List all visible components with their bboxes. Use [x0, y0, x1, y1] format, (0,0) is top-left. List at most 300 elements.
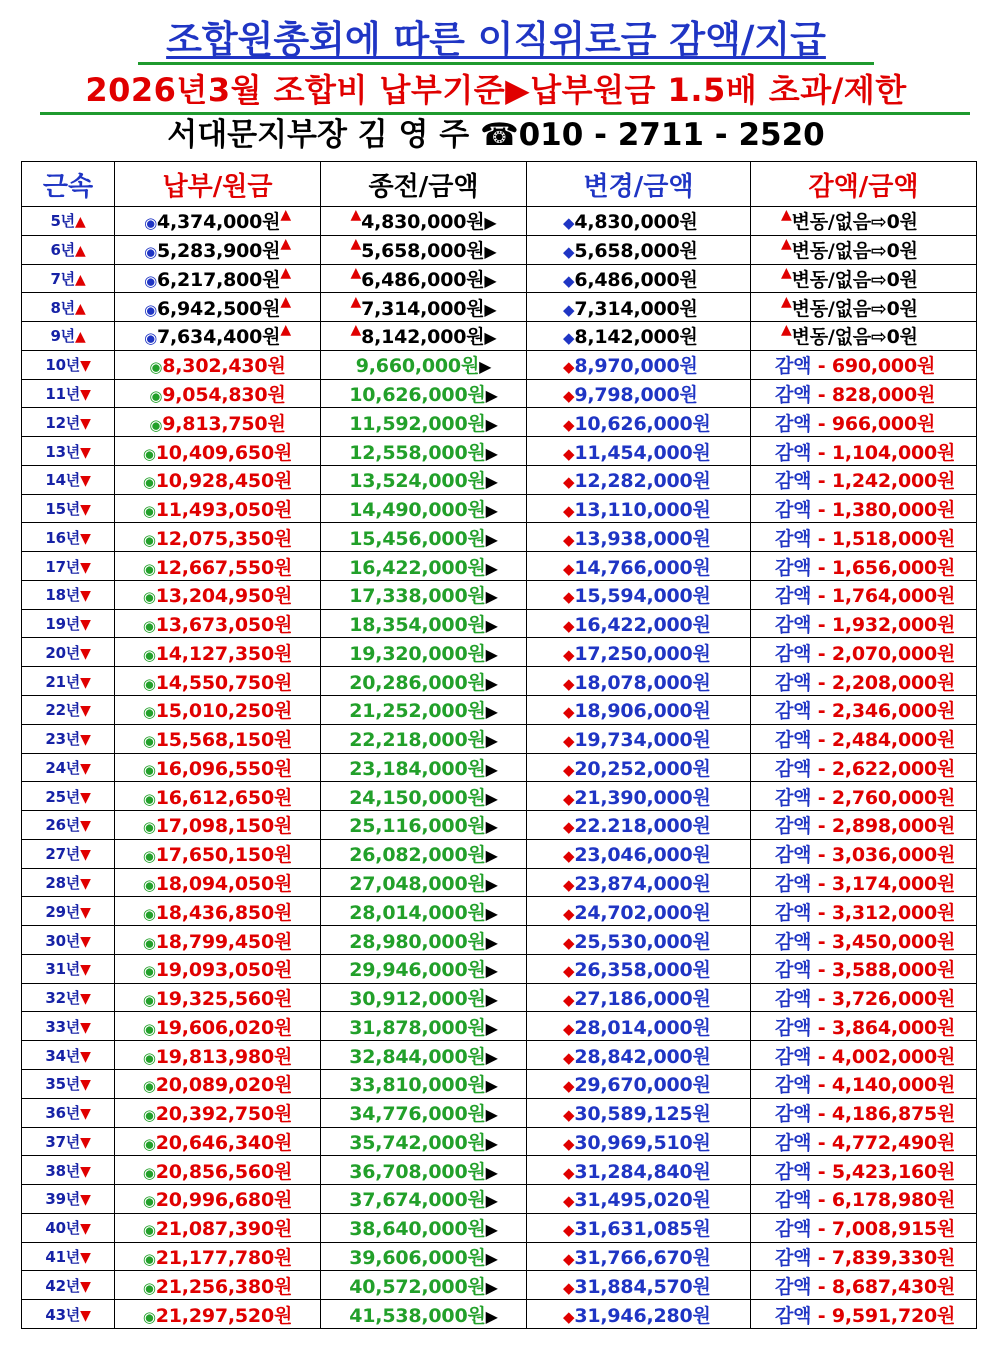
paid-value: 17,098,150원: [155, 815, 293, 838]
old-value: 11,592,000원: [349, 412, 486, 435]
circle-bullet-icon: ◉: [142, 933, 156, 952]
new-value: 27,186,000원: [574, 988, 711, 1011]
header-paid: 납부/원금: [115, 162, 321, 207]
diamond-bullet-icon: ◆: [563, 818, 575, 837]
paid-value: 18,436,850원: [155, 901, 293, 924]
cell-reduction: [751, 437, 977, 466]
cell-new: [527, 350, 751, 379]
cell-new: [527, 926, 751, 955]
old-value: 5,658,000원: [361, 240, 485, 263]
years-value: 21년: [45, 672, 81, 691]
paid-value: 19,325,560원: [155, 988, 293, 1011]
diamond-bullet-icon: ◆: [563, 214, 575, 233]
cell-new: [527, 811, 751, 840]
circle-bullet-icon: ◉: [142, 904, 156, 923]
reduction-value: 감액 - 3,312,000원: [775, 901, 956, 924]
new-value: 13,938,000원: [574, 527, 711, 550]
right-triangle-icon: ▶: [485, 501, 498, 521]
paid-value: 20,646,340원: [155, 1131, 293, 1154]
old-value: 6,486,000원: [361, 268, 485, 291]
cell-old: [321, 235, 527, 264]
page-title: [0, 18, 992, 62]
new-value: 30,589,125원: [574, 1103, 711, 1126]
circle-bullet-icon: ◉: [142, 1249, 156, 1268]
cell-old: [321, 926, 527, 955]
cell-paid: [115, 753, 321, 782]
paid-value: 12,075,350원: [155, 527, 293, 550]
cell-new: [527, 552, 751, 581]
old-value: 14,490,000원: [349, 499, 486, 522]
cell-years: [22, 897, 115, 926]
table-row: [22, 1213, 977, 1242]
reduction-value: 감액 - 8,687,430원: [775, 1275, 956, 1298]
cell-paid: [115, 465, 321, 494]
cell-paid: [115, 1012, 321, 1041]
cell-years: [22, 696, 115, 725]
cell-paid: [115, 609, 321, 638]
table-row: [22, 264, 977, 293]
new-value: 18,078,000원: [574, 671, 711, 694]
cell-years: [22, 322, 115, 351]
paid-value: 6,942,500원: [156, 297, 281, 320]
table-row: [22, 1271, 977, 1300]
paid-value: 9,054,830원: [162, 383, 286, 406]
paid-value: 21,297,520원: [155, 1304, 293, 1327]
diamond-bullet-icon: ◆: [563, 645, 575, 664]
cell-old: [321, 523, 527, 552]
paid-value: 16,612,650원: [155, 786, 293, 809]
cell-old: [321, 1156, 527, 1185]
years-value: 32년: [45, 989, 81, 1008]
up-triangle-icon: ▲: [350, 322, 362, 339]
diamond-bullet-icon: ◆: [563, 1134, 575, 1153]
new-value: 29,670,000원: [574, 1074, 711, 1097]
old-value: 37,674,000원: [349, 1189, 486, 1212]
years-value: 17년: [45, 557, 81, 576]
right-triangle-icon: ▶: [485, 817, 498, 837]
old-value: 8,142,000원: [361, 326, 485, 349]
paid-value: 20,089,020원: [155, 1074, 293, 1097]
table-row: [22, 897, 977, 926]
cell-paid: [115, 897, 321, 926]
paid-value: 7,634,400원: [156, 326, 281, 349]
cell-paid: [115, 811, 321, 840]
table-row: [22, 379, 977, 408]
cell-reduction: [751, 954, 977, 983]
down-triangle-icon: ▼: [80, 904, 91, 921]
years-value: 11년: [45, 384, 81, 403]
new-value: 31,766,670원: [574, 1246, 711, 1269]
cell-reduction: [751, 667, 977, 696]
cell-reduction: [751, 264, 977, 293]
paid-value: 13,204,950원: [155, 585, 293, 608]
old-value: 23,184,000원: [349, 757, 486, 780]
table-row: [22, 494, 977, 523]
cell-old: [321, 350, 527, 379]
cell-reduction: [751, 207, 977, 236]
cell-old: [321, 811, 527, 840]
cell-reduction: [751, 983, 977, 1012]
paid-value: 21,087,390원: [155, 1218, 293, 1241]
cell-old: [321, 494, 527, 523]
diamond-bullet-icon: ◆: [563, 789, 575, 808]
paid-value: 16,096,550원: [155, 757, 293, 780]
cell-old: [321, 1127, 527, 1156]
circle-bullet-icon: ◉: [142, 444, 156, 463]
cell-reduction: [751, 897, 977, 926]
cell-new: [527, 667, 751, 696]
circle-bullet-icon: ◉: [142, 732, 156, 751]
right-triangle-icon: ▶: [485, 1248, 498, 1268]
circle-bullet-icon: ◉: [144, 214, 157, 233]
up-triangle-icon: ▲: [280, 293, 291, 310]
cell-years: [22, 1213, 115, 1242]
cell-years: [22, 638, 115, 667]
up-triangle-icon: ▲: [280, 207, 291, 224]
right-triangle-icon: ▶: [485, 1018, 498, 1038]
up-triangle-icon: ▲: [74, 271, 86, 288]
down-triangle-icon: ▼: [80, 617, 91, 634]
old-value: 15,456,000원: [349, 527, 486, 550]
cell-old: [321, 1098, 527, 1127]
diamond-bullet-icon: ◆: [563, 933, 575, 952]
cell-years: [22, 839, 115, 868]
diamond-bullet-icon: ◆: [563, 1192, 575, 1211]
circle-bullet-icon: ◉: [142, 473, 156, 492]
paid-value: 14,550,750원: [155, 671, 293, 694]
cell-reduction: [751, 753, 977, 782]
cell-years: [22, 1242, 115, 1271]
cell-years: [22, 1127, 115, 1156]
down-triangle-icon: ▼: [80, 1163, 91, 1180]
cell-old: [321, 609, 527, 638]
years-value: 27년: [45, 845, 81, 864]
new-value: 7,314,000원: [574, 297, 698, 320]
old-value: 36,708,000원: [349, 1160, 486, 1183]
cell-new: [527, 1098, 751, 1127]
table-row: [22, 811, 977, 840]
years-value: 9년: [50, 327, 75, 346]
table-row: [22, 207, 977, 236]
old-value: 20,286,000원: [349, 671, 486, 694]
old-value: 16,422,000원: [349, 556, 486, 579]
new-value: 6,486,000원: [574, 268, 698, 291]
cell-years: [22, 724, 115, 753]
cell-old: [321, 868, 527, 897]
down-triangle-icon: ▼: [80, 502, 91, 519]
paid-value: 18,094,050원: [155, 872, 293, 895]
cell-reduction: [751, 1012, 977, 1041]
cell-old: [321, 782, 527, 811]
cell-paid: [115, 926, 321, 955]
cell-paid: [115, 552, 321, 581]
cell-paid: [115, 667, 321, 696]
right-triangle-icon: ▶: [484, 242, 497, 262]
cell-years: [22, 437, 115, 466]
cell-paid: [115, 1271, 321, 1300]
circle-bullet-icon: ◉: [142, 703, 156, 722]
right-triangle-icon: ▶: [485, 731, 498, 751]
cell-years: [22, 782, 115, 811]
paid-value: 10,409,650원: [155, 441, 293, 464]
table-row: [22, 724, 977, 753]
page-subtitle: 2026년3월 조합비 납부기준▶납부원금 1.5배 초과/제한: [85, 71, 907, 109]
cell-paid: [115, 724, 321, 753]
cell-reduction: [751, 1127, 977, 1156]
circle-bullet-icon: ◉: [142, 502, 156, 521]
cell-old: [321, 1242, 527, 1271]
cell-paid: [115, 1242, 321, 1271]
cell-reduction: [751, 293, 977, 322]
cell-new: [527, 1271, 751, 1300]
right-triangle-icon: ▶: [485, 1105, 498, 1125]
cell-years: [22, 1069, 115, 1098]
circle-bullet-icon: ◉: [142, 530, 156, 549]
cell-paid: [115, 1185, 321, 1214]
old-value: 4,830,000원: [361, 211, 485, 234]
table-row: [22, 638, 977, 667]
right-triangle-icon: ▶: [484, 328, 497, 348]
cell-years: [22, 926, 115, 955]
up-triangle-icon: ▲: [350, 236, 362, 253]
new-value: 4,830,000원: [574, 211, 698, 234]
paid-value: 15,568,150원: [155, 729, 293, 752]
cell-paid: [115, 207, 321, 236]
paid-value: 21,177,780원: [155, 1246, 293, 1269]
cell-reduction: [751, 1069, 977, 1098]
table-row: [22, 1300, 977, 1329]
right-triangle-icon: ▶: [485, 1306, 498, 1326]
cell-paid: [115, 408, 321, 437]
cell-paid: [115, 868, 321, 897]
old-value: 32,844,000원: [349, 1045, 486, 1068]
years-value: 26년: [45, 816, 81, 835]
diamond-bullet-icon: ◆: [563, 1019, 575, 1038]
paid-value: 20,996,680원: [155, 1189, 293, 1212]
reduction-value: 감액 - 2,622,000원: [775, 757, 956, 780]
paid-value: 19,606,020원: [155, 1016, 293, 1039]
cell-reduction: [751, 868, 977, 897]
years-value: 43년: [45, 1305, 81, 1324]
diamond-bullet-icon: ◆: [563, 530, 575, 549]
new-value: 20,252,000원: [574, 757, 711, 780]
new-value: 19,734,000원: [574, 729, 711, 752]
years-value: 31년: [45, 960, 81, 979]
right-triangle-icon: ▶: [485, 702, 498, 722]
header-years: 근속: [22, 162, 115, 207]
reduction-value: 감액 - 3,450,000원: [775, 930, 956, 953]
diamond-bullet-icon: ◆: [563, 559, 575, 578]
cell-years: [22, 954, 115, 983]
years-value: 18년: [45, 586, 81, 605]
cell-new: [527, 264, 751, 293]
cell-years: [22, 1185, 115, 1214]
down-triangle-icon: ▼: [80, 588, 91, 605]
down-triangle-icon: ▼: [80, 703, 91, 720]
diamond-bullet-icon: ◆: [563, 847, 575, 866]
cell-years: [22, 1041, 115, 1070]
old-value: 22,218,000원: [349, 729, 486, 752]
cell-new: [527, 322, 751, 351]
header-old: 종전/금액: [321, 162, 527, 207]
up-triangle-icon: ▲: [350, 207, 362, 224]
header-new: 변경/금액: [527, 162, 751, 207]
paid-value: 5,283,900원: [156, 240, 281, 263]
old-value: 9,660,000원: [355, 355, 480, 378]
paid-value: 11,493,050원: [155, 499, 293, 522]
cell-new: [527, 868, 751, 897]
table-row: [22, 696, 977, 725]
right-triangle-icon: ▶: [485, 961, 498, 981]
new-value: 9,798,000원: [574, 383, 698, 406]
new-value: 8,970,000원: [574, 355, 698, 378]
years-value: 10년: [45, 356, 81, 375]
paid-value: 14,127,350원: [155, 642, 293, 665]
diamond-bullet-icon: ◆: [563, 415, 575, 434]
down-triangle-icon: ▼: [80, 386, 91, 403]
cell-paid: [115, 983, 321, 1012]
title-underline: [138, 62, 874, 65]
circle-bullet-icon: ◉: [142, 1019, 156, 1038]
cell-old: [321, 293, 527, 322]
cell-reduction: [751, 350, 977, 379]
diamond-bullet-icon: ◆: [563, 1163, 575, 1182]
cell-new: [527, 437, 751, 466]
table-row: [22, 1012, 977, 1041]
old-value: 26,082,000원: [349, 844, 486, 867]
up-triangle-icon: ▲: [74, 243, 86, 260]
diamond-bullet-icon: ◆: [563, 386, 575, 405]
table-row: [22, 1156, 977, 1185]
reduction-value: 감액 - 1,242,000원: [775, 470, 956, 493]
cell-reduction: [751, 1098, 977, 1127]
table-row: [22, 954, 977, 983]
new-value: 23,874,000원: [574, 872, 711, 895]
cell-years: [22, 379, 115, 408]
reduction-value: 감액 - 4,186,875원: [775, 1103, 956, 1126]
cell-new: [527, 696, 751, 725]
cell-reduction: [751, 782, 977, 811]
table-row: [22, 1041, 977, 1070]
diamond-bullet-icon: ◆: [563, 1221, 575, 1240]
cell-new: [527, 839, 751, 868]
new-value: 12,282,000원: [574, 470, 711, 493]
right-triangle-icon: ▶: [485, 616, 498, 636]
cell-reduction: [751, 1041, 977, 1070]
cell-reduction: [751, 379, 977, 408]
cell-old: [321, 552, 527, 581]
paid-value: 4,374,000원: [156, 211, 281, 234]
cell-reduction: [751, 408, 977, 437]
diamond-bullet-icon: ◆: [563, 674, 575, 693]
cell-reduction: [751, 1242, 977, 1271]
paid-value: 19,093,050원: [155, 959, 293, 982]
right-triangle-icon: ▶: [485, 759, 498, 779]
down-triangle-icon: ▼: [80, 444, 91, 461]
circle-bullet-icon: ◉: [149, 415, 163, 434]
reduction-value: 감액 - 4,140,000원: [775, 1074, 956, 1097]
old-value: 28,014,000원: [349, 901, 486, 924]
cell-paid: [115, 1300, 321, 1329]
old-value: 35,742,000원: [349, 1131, 486, 1154]
right-triangle-icon: ▶: [484, 270, 497, 290]
table-header-row: [22, 162, 977, 207]
up-triangle-icon: ▲: [280, 322, 291, 339]
new-value: 13,110,000원: [574, 499, 711, 522]
cell-new: [527, 465, 751, 494]
cell-old: [321, 207, 527, 236]
diamond-bullet-icon: ◆: [563, 875, 575, 894]
page-title-text: 조합원총회에 따른 이직위로금 감액/지급: [166, 18, 826, 61]
circle-bullet-icon: ◉: [142, 559, 156, 578]
reduction-value: 감액 - 3,036,000원: [775, 844, 956, 867]
old-value: 27,048,000원: [349, 872, 486, 895]
cell-reduction: [751, 523, 977, 552]
reduction-value: 변동/없음⇨0원: [791, 297, 918, 320]
new-value: 23,046,000원: [574, 844, 711, 867]
cell-years: [22, 609, 115, 638]
cell-old: [321, 379, 527, 408]
reduction-value: 변동/없음⇨0원: [791, 240, 918, 263]
new-value: 8,142,000원: [574, 326, 698, 349]
diamond-bullet-icon: ◆: [563, 991, 575, 1010]
cell-years: [22, 1098, 115, 1127]
cell-reduction: [751, 552, 977, 581]
up-triangle-icon: ▲: [280, 236, 291, 253]
right-triangle-icon: ▶: [485, 903, 498, 923]
cell-reduction: [751, 494, 977, 523]
years-value: 8년: [50, 298, 75, 317]
cell-new: [527, 609, 751, 638]
cell-old: [321, 580, 527, 609]
old-value: 38,640,000원: [349, 1218, 486, 1241]
cell-paid: [115, 580, 321, 609]
years-value: 40년: [45, 1219, 81, 1238]
cell-old: [321, 667, 527, 696]
new-value: 31,284,840원: [574, 1160, 711, 1183]
down-triangle-icon: ▼: [80, 875, 91, 892]
diamond-bullet-icon: ◆: [563, 1278, 575, 1297]
paid-value: 20,392,750원: [155, 1103, 293, 1126]
paid-value: 18,799,450원: [155, 930, 293, 953]
cell-new: [527, 753, 751, 782]
reduction-value: 감액 - 1,380,000원: [775, 499, 956, 522]
paid-value: 6,217,800원: [156, 268, 281, 291]
cell-new: [527, 1213, 751, 1242]
table-row: [22, 1098, 977, 1127]
old-value: 18,354,000원: [349, 614, 486, 637]
diamond-bullet-icon: ◆: [563, 502, 575, 521]
cell-years: [22, 408, 115, 437]
up-triangle-icon: ▲: [350, 293, 362, 310]
right-triangle-icon: ▶: [485, 990, 498, 1010]
cell-reduction: [751, 235, 977, 264]
old-value: 41,538,000원: [349, 1304, 486, 1327]
new-value: 15,594,000원: [574, 585, 711, 608]
cell-new: [527, 1127, 751, 1156]
cell-paid: [115, 437, 321, 466]
down-triangle-icon: ▼: [80, 1249, 91, 1266]
cell-new: [527, 897, 751, 926]
table-row: [22, 580, 977, 609]
circle-bullet-icon: ◉: [142, 1163, 156, 1182]
circle-bullet-icon: ◉: [142, 1307, 156, 1326]
down-triangle-icon: ▼: [80, 1106, 91, 1123]
table-row: [22, 839, 977, 868]
table-row: [22, 782, 977, 811]
up-triangle-icon: ▲: [280, 264, 291, 281]
circle-bullet-icon: ◉: [142, 1134, 156, 1153]
